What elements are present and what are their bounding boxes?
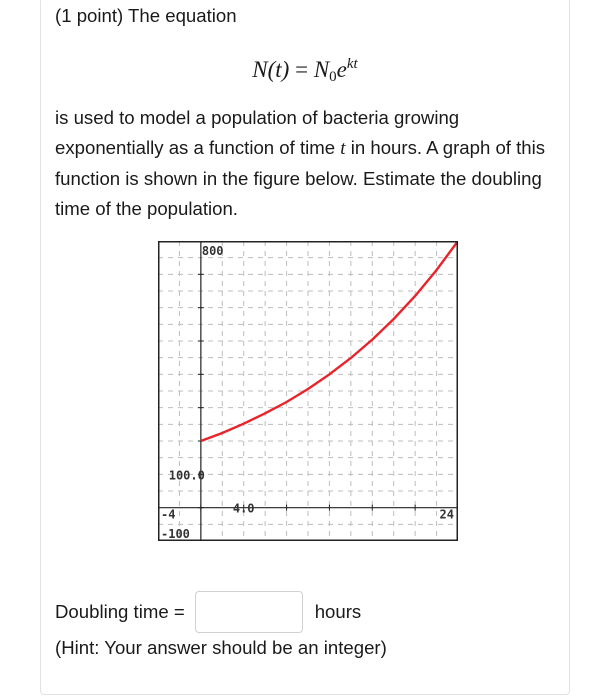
label-xscale: 4.0 xyxy=(232,501,255,516)
equation-subscript: 0 xyxy=(329,69,337,85)
answer-unit: hours xyxy=(314,601,362,622)
equation-lhs: N(t) xyxy=(252,57,290,82)
hint-text: (Hint: Your answer should be an integer) xyxy=(55,637,387,658)
exponential-growth-chart xyxy=(158,241,458,541)
equation-exp-base: e xyxy=(336,57,347,82)
answer-row xyxy=(55,589,361,635)
equation-base: N xyxy=(313,57,330,82)
doubling-time-input[interactable] xyxy=(195,591,303,633)
equation-exponent: kt xyxy=(346,56,358,72)
label-xmax: 24 xyxy=(439,507,454,522)
label-ymin: -100 xyxy=(161,527,190,541)
problem-intro xyxy=(55,1,555,31)
equation-equals: = xyxy=(295,57,309,82)
description-part2: in hours. A graph of this function is shown in the figure below. Estimate the doubling time of the population. xyxy=(55,137,546,219)
description-variable: t xyxy=(340,138,346,159)
label-yscale: 100.0 xyxy=(168,468,205,483)
label-xmin: -4 xyxy=(161,507,176,522)
graph xyxy=(158,241,458,541)
problem-description xyxy=(55,103,555,224)
problem-intro-text: (1 point) The equation xyxy=(55,5,237,26)
equation xyxy=(41,53,569,87)
problem-card xyxy=(40,0,570,695)
answer-label: Doubling time = xyxy=(55,601,185,622)
label-ymax: 800 xyxy=(201,244,224,258)
description-part1: is used to model a population of bacteria growing exponentially as a function of time xyxy=(55,107,460,158)
